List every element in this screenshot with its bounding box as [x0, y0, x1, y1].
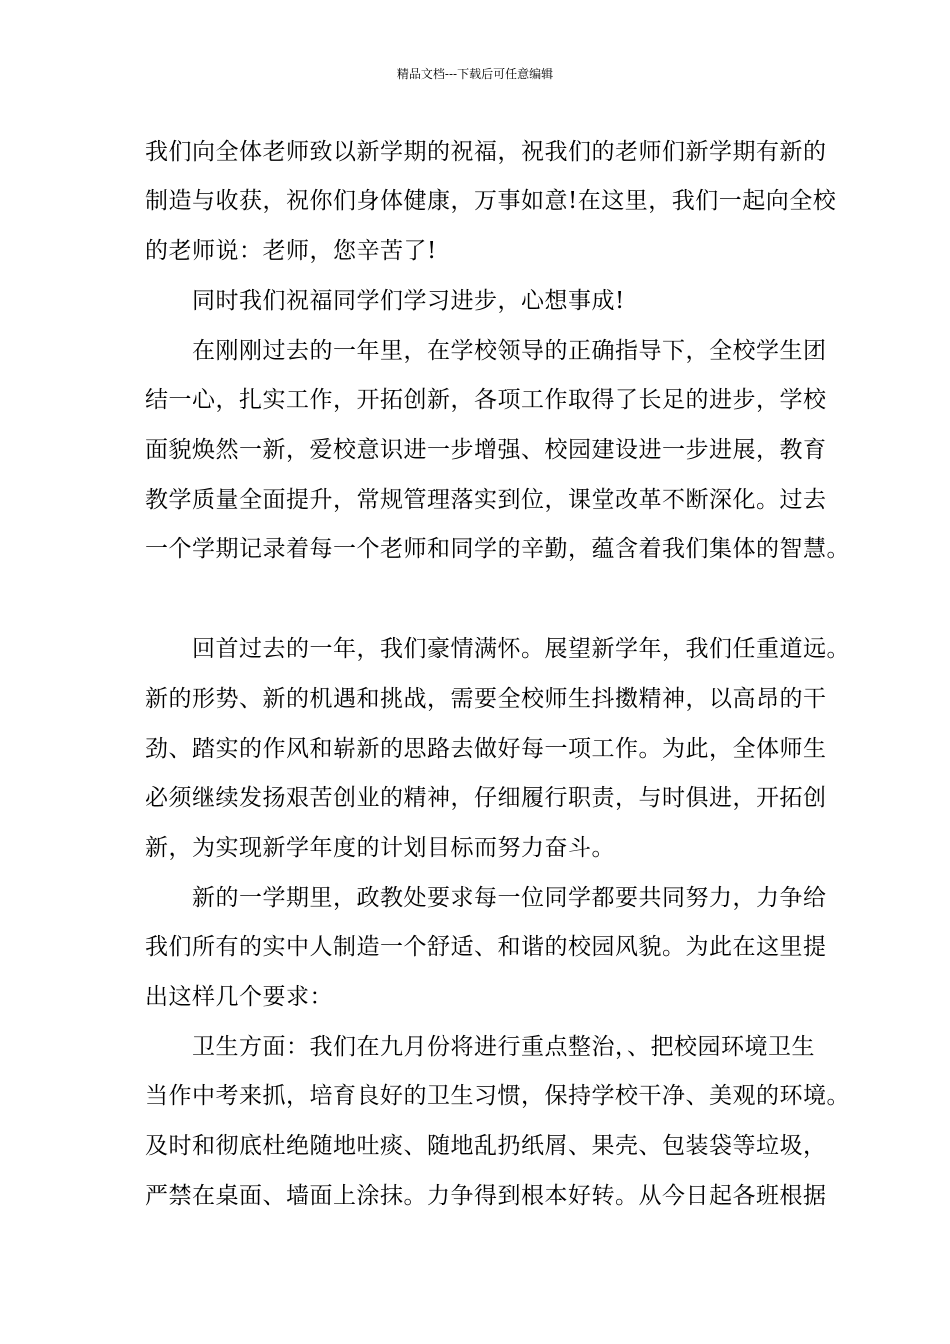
text-line: 我们所有的实中人制造一个舒适、和谐的校园风貌。为此在这里提: [145, 934, 827, 960]
text-line: 制造与收获，祝你们身体健康，万事如意!在这里，我们一起向全校: [145, 188, 837, 214]
text-line: 必须继续发扬艰苦创业的精神，仔细履行职责，与时俱进，开拓创: [145, 785, 827, 811]
text-line: 当作中考来抓，培育良好的卫生习惯，保持学校干净、美观的环境。: [145, 1083, 850, 1109]
text-line: 新，为实现新学年度的计划目标而努力奋斗。: [145, 835, 615, 861]
text-line: 结一心，扎实工作，开拓创新，各项工作取得了长足的进步，学校: [145, 387, 827, 413]
text-line: 回首过去的一年，我们豪情满怀。展望新学年，我们任重道远。: [192, 636, 850, 662]
text-line: 出这样几个要求：: [145, 984, 333, 1010]
text-line: 面貌焕然一新，爱校意识进一步增强、校园建设进一步进展，教育: [145, 437, 827, 463]
text-line: 新的形势、新的机遇和挑战，需要全校师生抖擞精神，以高昂的干: [145, 686, 827, 712]
text-line: 严禁在桌面、墙面上涂抹。力争得到根本好转。从今日起各班根据: [145, 1183, 827, 1209]
text-line: 新的一学期里，政教处要求每一位同学都要共同努力，力争给: [192, 885, 827, 911]
text-line: 我们向全体老师致以新学期的祝福，祝我们的老师们新学期有新的: [145, 139, 827, 165]
text-line: 的老师说：老师，您辛苦了!: [145, 238, 437, 264]
text-line: 及时和彻底杜绝随地吐痰、随地乱扔纸屑、果壳、包装袋等垃圾，: [145, 1133, 827, 1159]
text-line: 同时我们祝福同学们学习进步，心想事成!: [192, 288, 625, 314]
text-line: 卫生方面：我们在九月份将进行重点整治，、把校园环境卫生: [192, 1034, 815, 1060]
text-line: 在刚刚过去的一年里，在学校领导的正确指导下，全校学生团: [192, 338, 827, 364]
page-header: 精品文档---下载后可任意编辑: [396, 67, 554, 81]
text-line: 教学质量全面提升，常规管理落实到位，课堂改革不断深化。过去: [145, 487, 827, 513]
text-line: 劲、踏实的作风和崭新的思路去做好每一项工作。为此，全体师生: [145, 736, 827, 762]
text-line: 一个学期记录着每一个老师和同学的辛勤，蕴含着我们集体的智慧。: [145, 536, 850, 562]
